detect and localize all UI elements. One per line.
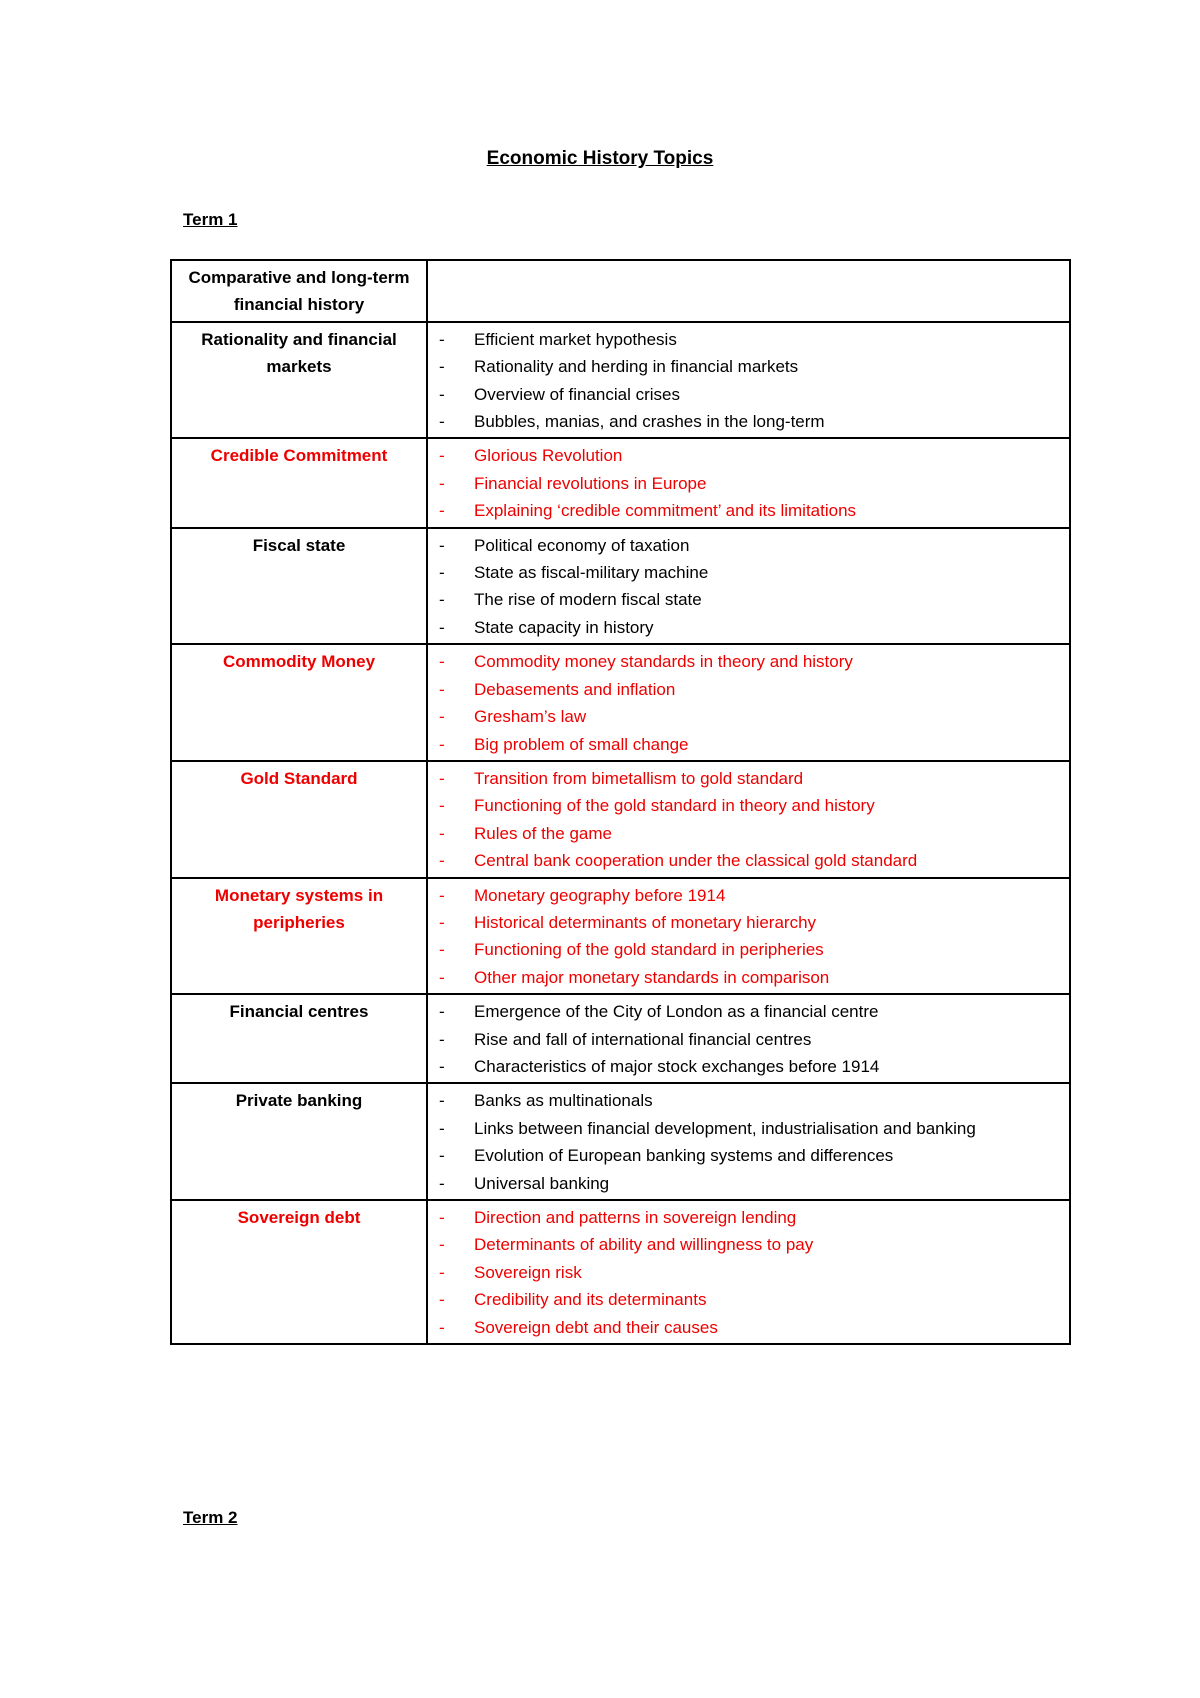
list-item: - Determinants of ability and willingness to pay	[436, 1231, 1061, 1258]
list-item: - Gresham’s law	[436, 703, 1061, 730]
topics-table	[170, 259, 1071, 1345]
list-item: - State as fiscal-military machine	[436, 559, 1061, 586]
list-item: - Debasements and inflation	[436, 676, 1061, 703]
list-item: - Big problem of small change	[436, 731, 1061, 758]
list-item: - Commodity money standards in theory and history	[436, 648, 1061, 675]
list-item: - Efficient market hypothesis	[436, 326, 1061, 353]
table-row	[171, 1200, 1070, 1344]
list-item: - Functioning of the gold standard in theory and history	[436, 792, 1061, 819]
list-item: - Evolution of European banking systems and differences	[436, 1142, 1061, 1169]
list-item: - Explaining ‘credible commitment’ and its limitations	[436, 497, 1061, 524]
list-item: - Monetary geography before 1914	[436, 882, 1061, 909]
list-item: - Other major monetary standards in comparison	[436, 964, 1061, 991]
subtopic-list	[436, 765, 1061, 875]
subtopics-cell	[427, 1200, 1070, 1344]
header-empty-cell	[427, 260, 1070, 322]
subtopics-cell	[427, 644, 1070, 761]
subtopic-list	[436, 532, 1061, 642]
topic-cell: Sovereign debt	[171, 1200, 427, 1344]
subtopics-cell	[427, 438, 1070, 527]
list-item: - Universal banking	[436, 1170, 1061, 1197]
subtopic-list	[436, 882, 1061, 992]
subtopic-list	[436, 1204, 1061, 1341]
list-item: - Direction and patterns in sovereign lending	[436, 1204, 1061, 1231]
table-row	[171, 761, 1070, 878]
subtopics-cell	[427, 761, 1070, 878]
list-item: - Historical determinants of monetary hierarchy	[436, 909, 1061, 936]
topic-cell: Gold Standard	[171, 761, 427, 878]
subtopics-cell	[427, 322, 1070, 439]
table-row	[171, 438, 1070, 527]
list-item: - Sovereign debt and their causes	[436, 1314, 1061, 1341]
subtopic-list	[436, 648, 1061, 758]
list-item: - Functioning of the gold standard in peripheries	[436, 936, 1061, 963]
list-item: - Glorious Revolution	[436, 442, 1061, 469]
table-row	[171, 322, 1070, 439]
list-item: - State capacity in history	[436, 614, 1061, 641]
list-item: - Links between financial development, industrialisation and banking	[436, 1115, 1061, 1142]
topic-cell: Monetary systems in peripheries	[171, 878, 427, 995]
list-item: - Emergence of the City of London as a financial centre	[436, 998, 1061, 1025]
table-row	[171, 528, 1070, 645]
topics-table-body	[171, 260, 1070, 1344]
list-item: - Banks as multinationals	[436, 1087, 1061, 1114]
list-item: - Rationality and herding in financial markets	[436, 353, 1061, 380]
table-row	[171, 994, 1070, 1083]
table-row	[171, 878, 1070, 995]
list-item: - Political economy of taxation	[436, 532, 1061, 559]
topic-cell: Commodity Money	[171, 644, 427, 761]
subtopic-list	[436, 1087, 1061, 1197]
list-item: - Bubbles, manias, and crashes in the long-term	[436, 408, 1061, 435]
list-item: - Transition from bimetallism to gold standard	[436, 765, 1061, 792]
subtopics-cell	[427, 528, 1070, 645]
list-item: - Sovereign risk	[436, 1259, 1061, 1286]
subtopics-cell	[427, 994, 1070, 1083]
list-item: - Rise and fall of international financial centres	[436, 1026, 1061, 1053]
list-item: - Characteristics of major stock exchanges before 1914	[436, 1053, 1061, 1080]
table-row	[171, 1083, 1070, 1200]
header-topic-cell: Comparative and long-term financial history	[171, 260, 427, 322]
term-1-heading: Term 1	[183, 210, 238, 229]
list-item: - Credibility and its determinants	[436, 1286, 1061, 1313]
list-item: - Overview of financial crises	[436, 381, 1061, 408]
subtopics-cell	[427, 878, 1070, 995]
topic-cell: Rationality and financial markets	[171, 322, 427, 439]
subtopic-list	[436, 998, 1061, 1080]
table-header-row	[171, 260, 1070, 322]
subtopic-list	[436, 326, 1061, 436]
topic-cell: Fiscal state	[171, 528, 427, 645]
topic-cell: Financial centres	[171, 994, 427, 1083]
subtopics-cell	[427, 1083, 1070, 1200]
list-item: - The rise of modern fiscal state	[436, 586, 1061, 613]
list-item: - Central bank cooperation under the classical gold standard	[436, 847, 1061, 874]
table-row	[171, 644, 1070, 761]
list-item: - Rules of the game	[436, 820, 1061, 847]
list-item: - Financial revolutions in Europe	[436, 470, 1061, 497]
topic-cell: Credible Commitment	[171, 438, 427, 527]
subtopic-list	[436, 442, 1061, 524]
page-title: Economic History Topics	[486, 148, 714, 169]
term-2-heading: Term 2	[183, 1508, 238, 1527]
topic-cell: Private banking	[171, 1083, 427, 1200]
